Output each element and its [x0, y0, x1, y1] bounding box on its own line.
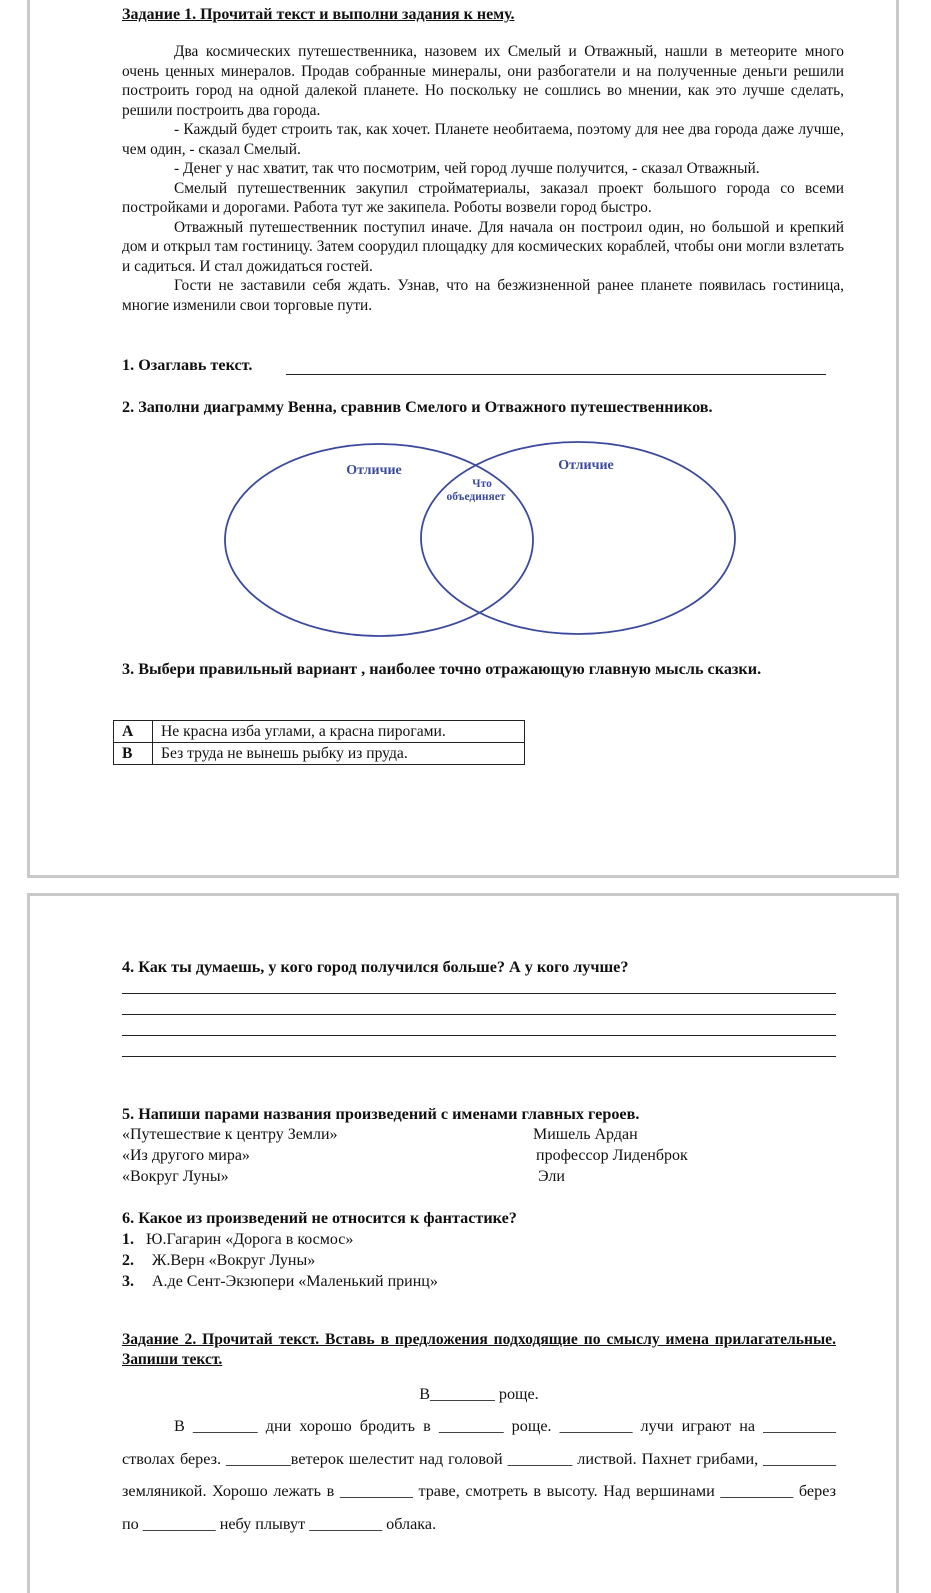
story-paragraph: Два космических путешественника, назовем их Смелый и Отважный, нашли в метеорите много очень ценных минералов. Продав собранные минералы, они разбогатели и на полученные деньги решили построить город на одной далекой планете. Но поскольку не сошлись во мнении, как это лучше сделать, решили построить два города. — [122, 43, 844, 119]
hero-name: профессор Лиденброк — [536, 1147, 688, 1164]
story-paragraph: Смелый путешественник закупил стройматериалы, заказал проект большого города со всеми постройками и дорогами. Работа тут же закипела. Роботы возвели город быстро. — [122, 179, 844, 216]
q6-option[interactable] — [122, 1229, 438, 1250]
q6-option-num: 2. — [122, 1252, 134, 1269]
heroes-list — [533, 1124, 688, 1187]
venn-center-label-1: Что — [472, 478, 492, 490]
option-text: Не красна изба углами, а красна пирогами. — [153, 721, 525, 743]
q6-option[interactable] — [122, 1271, 438, 1292]
venn-right-label: Отличие — [558, 458, 614, 473]
worksheet-page-1 — [27, 0, 899, 878]
task1-title: Задание 1. Прочитай текст и выполни задания к нему. — [122, 6, 515, 23]
q6-option-text: Ж.Верн «Вокруг Луны» — [152, 1252, 316, 1269]
answer-line[interactable] — [122, 1056, 836, 1057]
q6-option-text: Ю.Гагарин «Дорога в космос» — [146, 1231, 354, 1248]
work-title: «Вокруг Луны» — [122, 1168, 229, 1185]
q6-option[interactable] — [122, 1250, 438, 1271]
fill-paragraph: В ________ дни хорошо бродить в ________ роще. _________ лучи играют на _________ стволах берез. ________ветерок шелестит над головой ________ листвой. Пахнет грибами, _________ земляникой. Хорошо лежать в _________ траве, смотреть в высоту. Над вершинами _________ берез по _________ небу плывут _________ облака. — [122, 1417, 836, 1533]
option-row-a[interactable] — [114, 721, 525, 743]
story-paragraph: Гости не заставили себя ждать. Узнав, что на безжизненной ранее планете появилась гостиница, многие изменили свои торговые пути. — [122, 277, 844, 314]
story-paragraph: - Каждый будет строить так, как хочет. Планете необитаема, поэтому для нее два города даже лучше, чем один, - сказал Смелый. — [122, 121, 844, 158]
answer-line[interactable] — [122, 993, 836, 994]
answer-line[interactable] — [122, 1035, 836, 1036]
story-paragraph: Отважный путешественник поступил иначе. Для начала он построил один, но большой и крепкий дом и открыл там гостиницу. Затем соорудил площадку для космических кораблей, чтобы они могли взлетать и садиться. И стал дожидаться гостей. — [122, 218, 844, 275]
option-row-b[interactable] — [114, 743, 525, 765]
task2-title: Задание 2. Прочитай текст. Вставь в предложения подходящие по смыслу имена прилагательные. Запиши текст. — [122, 1331, 836, 1368]
question-2: 2. Заполни диаграмму Венна, сравнив Смелого и Отважного путешественников. — [122, 398, 713, 416]
answer-line[interactable] — [122, 1014, 836, 1015]
hero-name: Мишель Ардан — [533, 1126, 638, 1143]
hero-name: Эли — [538, 1168, 565, 1185]
question-6: 6. Какое из произведений не относится к фантастике? — [122, 1209, 517, 1227]
work-title: «Путешествие к центру Земли» — [122, 1126, 338, 1143]
worksheet-page-2 — [27, 893, 899, 1593]
options-table — [113, 720, 525, 765]
venn-left-label: Отличие — [346, 463, 402, 478]
fill-title: В________ роще. — [419, 1385, 539, 1403]
fill-in-text[interactable] — [122, 1410, 836, 1540]
venn-center-label-2: объединяет — [446, 491, 506, 503]
q6-options — [122, 1229, 438, 1292]
works-list — [122, 1124, 338, 1187]
q6-option-text: А.де Сент-Экзюпери «Маленький принц» — [152, 1273, 438, 1290]
question-1: 1. Озаглавь текст. — [122, 356, 253, 374]
question-4: 4. Как ты думаешь, у кого город получился больше? А у кого лучше? — [122, 958, 629, 976]
work-title: «Из другого мира» — [122, 1147, 250, 1164]
question-3: 3. Выбери правильный вариант , наиболее точно отражающую главную мысль сказки. — [122, 660, 762, 678]
option-text: Без труда не вынешь рыбку из пруда. — [153, 743, 525, 765]
q6-option-num: 3. — [122, 1273, 134, 1290]
q6-option-num: 1. — [122, 1231, 134, 1248]
story-paragraph: - Денег у нас хватит, так что посмотрим, чей город лучше получится, - сказал Отважный. — [174, 160, 760, 177]
option-letter: В — [114, 743, 153, 765]
question-5: 5. Напиши парами названия произведений с именами главных героев. — [122, 1105, 640, 1123]
option-letter: А — [114, 721, 153, 743]
